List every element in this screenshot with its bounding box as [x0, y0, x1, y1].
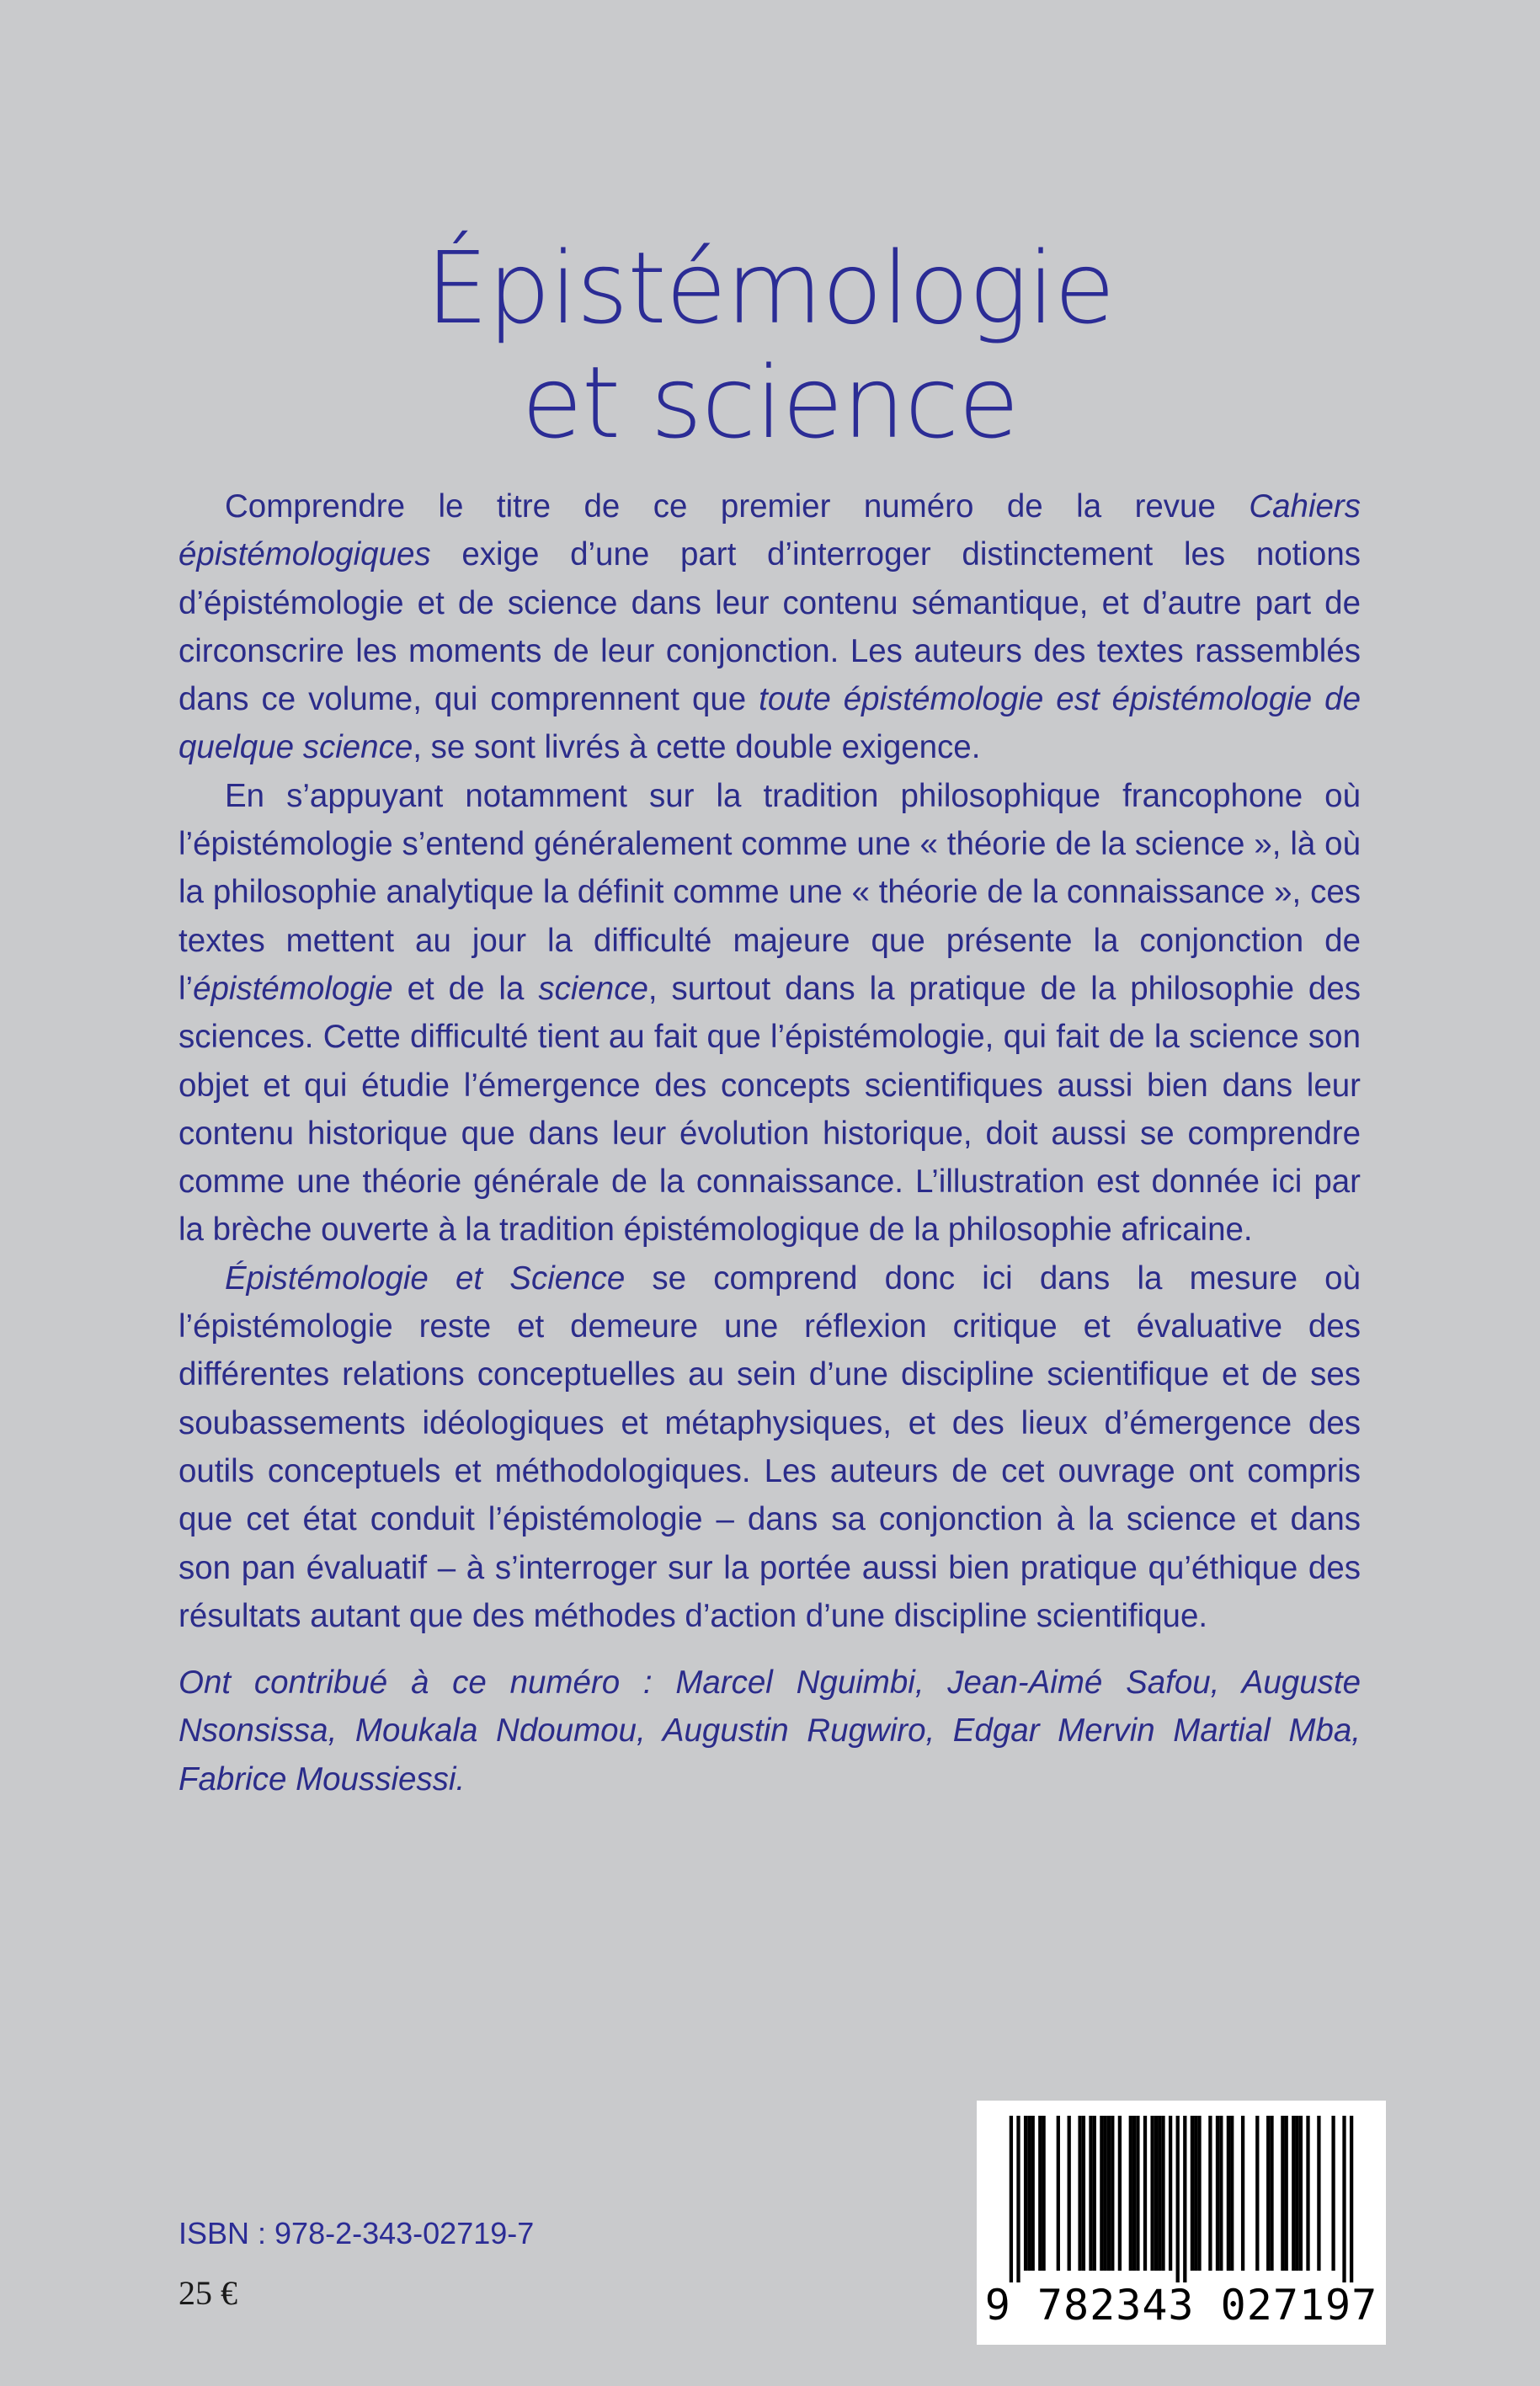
barcode-bar — [1299, 2116, 1303, 2271]
barcode-bar — [1306, 2116, 1309, 2271]
barcode-bar — [1230, 2116, 1234, 2271]
text-segment: se comprend donc ici dans la mesure où l’épistémologie reste et demeure une réflexion critique et évaluative des différentes relations conceptuelles au sein d’une discipline scientifique et de ses soubassements idéologiques et métaphysiques, et des lieux d’émergence des outils conceptuels et méthodologiques. Les auteurs de cet ouvrage ont compris que cet état conduit l’épistémologie – dans sa conjonction à la science et dans son pan évaluatif – à s’interroger sur la portée aussi bien pratique qu’éthique des résultats autant que des méthodes d’action d’une discipline scientifique. — [179, 1260, 1361, 1634]
text-segment: , se sont livrés à cette double exigence. — [413, 729, 981, 766]
barcode-bar — [1078, 2116, 1081, 2271]
barcode-bar — [1136, 2116, 1139, 2271]
barcode-bar — [1158, 2116, 1161, 2271]
title-line-1: Épistémologie — [425, 230, 1115, 347]
barcode-bar — [1342, 2116, 1346, 2282]
barcode-bar — [1010, 2116, 1013, 2282]
barcode-bar — [1100, 2116, 1103, 2271]
barcode-bar — [1176, 2116, 1180, 2282]
barcode-bar — [1281, 2116, 1284, 2271]
barcode-bar — [1024, 2116, 1027, 2271]
barcode-bar — [1216, 2116, 1219, 2271]
contributors-list: Ont contribué à ce numéro : Marcel Nguimbi, Jean-Aimé Safou, Auguste Nsonsissa, Moukala Ndoumou, Augustin Rugwiro, Edgar Mervin Martial Mba, Fabrice Moussiessi. — [179, 1664, 1361, 1797]
barcode-bar — [1169, 2116, 1172, 2271]
barcode-bar — [1027, 2116, 1031, 2271]
barcode-bar — [1191, 2116, 1194, 2271]
italic-segment: toute épistémologie est épistémologie de quelque science — [179, 681, 1361, 766]
barcode-bar — [1042, 2116, 1045, 2271]
barcode-bar — [1295, 2116, 1298, 2271]
barcode-bar — [1219, 2116, 1223, 2271]
italic-segment: Épistémologie et Science — [225, 1260, 626, 1297]
barcode-bar — [1208, 2116, 1212, 2271]
barcode-bar — [1194, 2116, 1197, 2271]
barcode-bar — [1093, 2116, 1096, 2271]
barcode-bar — [1270, 2116, 1273, 2271]
barcode-bar — [1331, 2116, 1335, 2271]
barcode-bar — [1111, 2116, 1114, 2271]
barcode — [977, 2101, 1386, 2345]
barcode-bar — [1266, 2116, 1270, 2271]
barcode-bar — [1255, 2116, 1259, 2271]
barcode-bar — [1129, 2116, 1132, 2271]
barcode-bar — [1285, 2116, 1288, 2271]
title-line-2: et science — [521, 344, 1019, 461]
barcode-bar — [1104, 2116, 1107, 2271]
barcode-bar — [1154, 2116, 1158, 2271]
barcode-digits: 9 782343 027197 — [984, 2281, 1378, 2330]
barcode-bar — [1132, 2116, 1136, 2271]
barcode-bar — [1143, 2116, 1147, 2271]
barcode-bar — [1068, 2116, 1071, 2271]
summary-paragraph-2 — [179, 772, 1361, 1254]
barcode-bar — [1089, 2116, 1092, 2271]
barcode-bar — [1197, 2116, 1201, 2271]
barcode-bar — [1038, 2116, 1042, 2271]
barcode-bar — [1016, 2116, 1020, 2282]
barcode-bar — [1183, 2116, 1186, 2282]
italic-segment: science — [538, 970, 648, 1007]
summary-paragraph-3 — [179, 1254, 1361, 1640]
text-segment: exige d’une part d’interroger distinctement les notions d’épistémologie et de science dans leur contenu sémantique, et d’autre part de circonscrire les moments de leur conjonction. Les auteurs des textes rassemblés dans ce volume, qui comprennent que — [179, 536, 1361, 718]
isbn-label: ISBN : 978-2-343-02719-7 — [179, 2216, 535, 2250]
barcode-bar — [1161, 2116, 1164, 2271]
barcode-bar — [1241, 2116, 1244, 2271]
text-segment: et de la — [392, 970, 539, 1007]
barcode-bar — [1118, 2116, 1122, 2271]
back-cover-summary — [179, 482, 1361, 1640]
barcode-bar — [1350, 2116, 1353, 2282]
barcode-bars — [977, 2101, 1386, 2286]
italic-segment: épistémologie — [193, 970, 393, 1007]
barcode-bar — [1082, 2116, 1085, 2271]
summary-paragraph-1 — [179, 482, 1361, 772]
price-label: 25 € — [179, 2274, 237, 2312]
barcode-bar — [1292, 2116, 1295, 2271]
barcode-bar — [1107, 2116, 1111, 2271]
book-title — [0, 231, 1540, 460]
barcode-bar — [1317, 2116, 1320, 2271]
barcode-bar — [1057, 2116, 1060, 2271]
barcode-bar — [1227, 2116, 1230, 2271]
italic-segment: Cahiers épistémologiques — [179, 488, 1361, 573]
text-segment: Comprendre le titre de ce premier numéro de la revue — [225, 488, 1250, 525]
barcode-bar — [1031, 2116, 1035, 2271]
barcode-bar — [1150, 2116, 1154, 2271]
text-segment: , surtout dans la pratique de la philosophie des sciences. Cette difficulté tient au fait que l’épistémologie, qui fait de la science son objet et qui étudie l’émergence des concepts scientifiques aussi bien dans leur contenu historique que dans leur évolution historique, doit aussi se comprendre comme une théorie générale de la connaissance. L’illustration est donnée ici par la brèche ouverte à la tradition épistémologique de la philosophie africaine. — [179, 970, 1361, 1249]
text-segment: En s’appuyant notamment sur la tradition philosophique francophone où l’épistémologie s’entend généralement comme une « théorie de la science », là où la philosophie analytique la définit comme une « théorie de la connaissance », ces textes mettent au jour la difficulté majeure que présente la conjonction de l’ — [179, 777, 1361, 1007]
